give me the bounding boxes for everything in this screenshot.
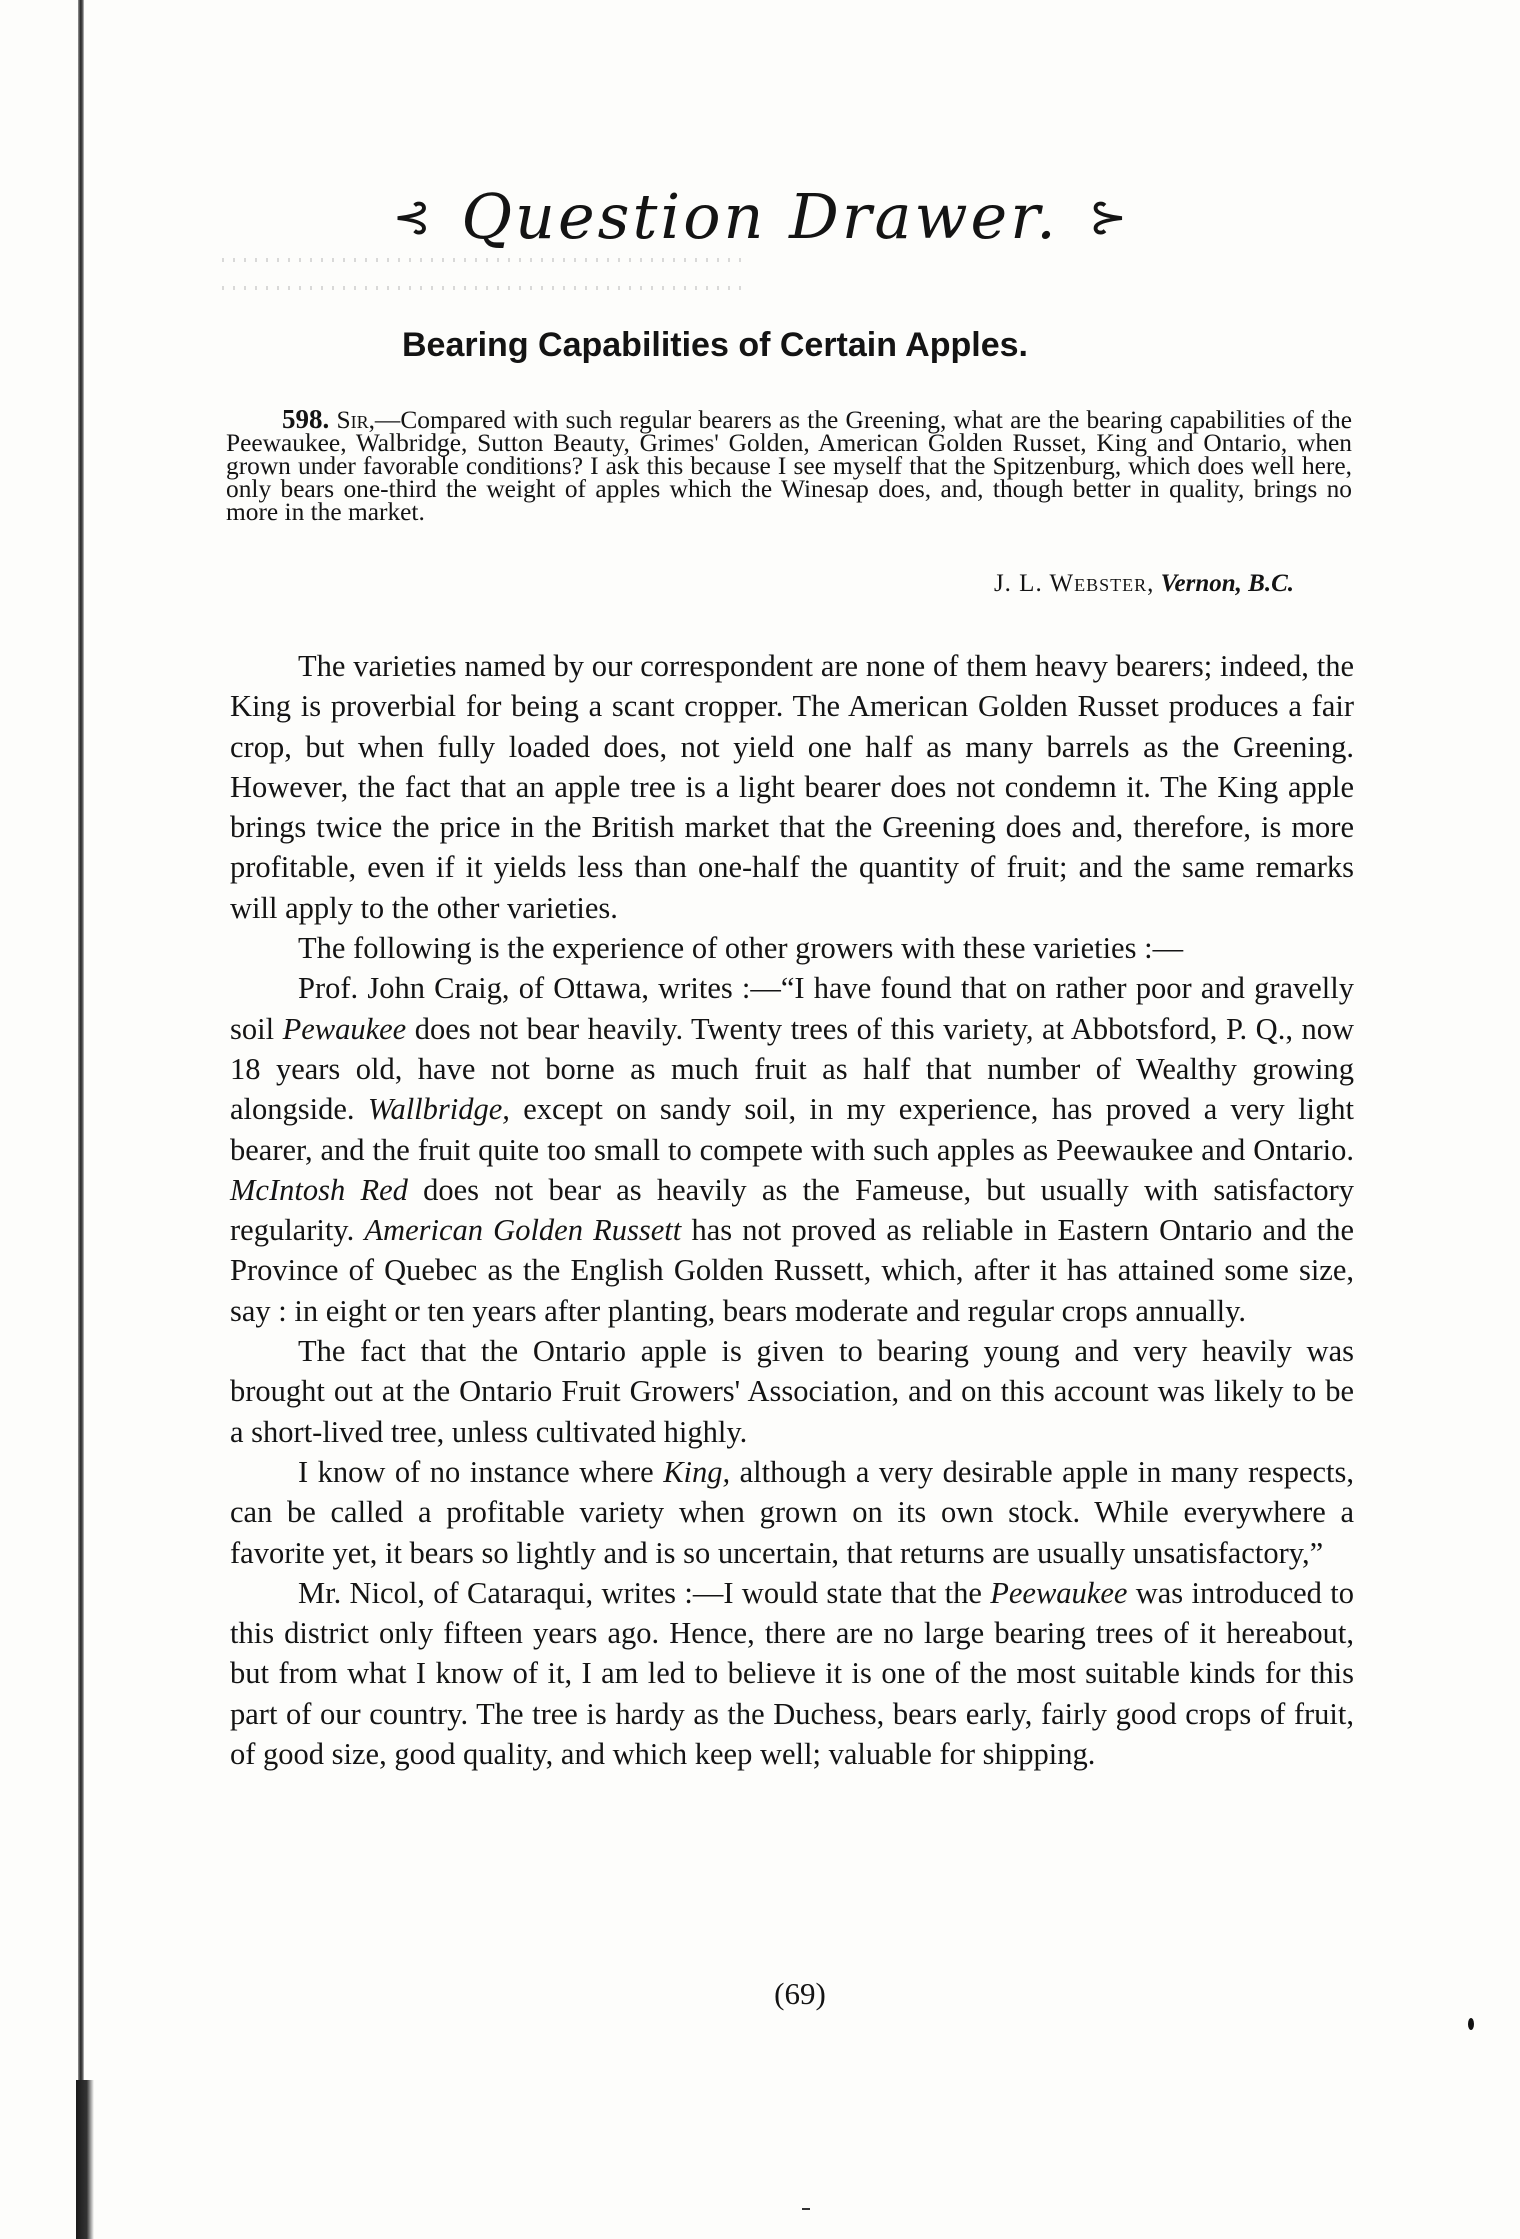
text-run: except on sandy soil, in my experience, has proved a very light bearer, and the fruit quite too small to compete with such apples as Peewaukee and Ontario. [230, 1092, 1354, 1167]
question-number: 598. [282, 404, 330, 434]
text-run: does not bear as heavily as the Fameuse, but usually with satisfactory regularity. [230, 1172, 1355, 1248]
text-run: has not proved as reliable in Eastern Ontario and the Province of Quebec as the English Golden Russett, which, after it has attained some size, say : in eight or ten years after planting, bears moderate and regular crops annually. [230, 1213, 1354, 1328]
paragraph [230, 1452, 1354, 1573]
text-run: was introduced to this district only fifteen years ago. Hence, there are no large bearing trees of it hereabout, but from what I know of it, I am led to believe it is one of the most suitable kinds for this part of our country. The tree is hardy as the Duchess, bears early, fairly good crops of fruit, of good size, good quality, and which keep well; valuable for shipping. [230, 1575, 1354, 1772]
text-run: I know of no instance where [298, 1454, 664, 1489]
question-text: —Compared with such regular bearers as the Greening, what are the bearing capabilities of the Peewaukee, Walbridge, Sutton Beauty, Grimes' Golden, American Golden Russet, King and Ontario, when grown under favorable conditions? I ask this because I see myself that the Spitzenburg, which does well here, only bears one-third the weight of apples which the Winesap does, and, though better in quality, brings no more in the market. [226, 406, 1352, 526]
reader-question [226, 404, 1352, 526]
page-number: (69) [774, 1976, 826, 2011]
text-run: Prof. John Craig, of Ottawa, writes :—“I have found that on rather poor and gravelly soil [230, 971, 1354, 1046]
variety-name: King, [663, 1454, 731, 1489]
ornament-right-icon: ⊱ [1088, 189, 1128, 244]
paragraph [230, 1573, 1354, 1774]
section-title: Question Drawer. [461, 180, 1059, 253]
text-run: although a very desirable apple in many respects, can be called a profitable variety when grown on its own stock. While everywhere a favorite yet, it bears so lightly and is so uncertain, that returns are usually unsatisfactory,” [230, 1454, 1354, 1570]
variety-name: Peewaukee [990, 1575, 1128, 1610]
ink-speck [1468, 2018, 1474, 2030]
paragraph: The following is the experience of other growers with these varieties :— [298, 931, 1184, 966]
variety-name: American Golden Russett [364, 1213, 682, 1248]
paragraph: The fact that the Ontario apple is given to bearing young and very heavily was brought out at the Ontario Fruit Growers' Association, and on this account was likely to be a short-lived tree, unless cultivated highly. [230, 1334, 1354, 1449]
text-run: does not bear heavily. Twenty trees of this variety, at Abbotsford, P. Q., now 18 years old, have not borne as much fruit as half that number of Wealthy growing alongside. [230, 1011, 1354, 1127]
question-salutation: Sir, [336, 406, 375, 434]
article-heading: Bearing Capabilities of Certain Apples. [402, 326, 1028, 364]
variety-name: Wallbridge, [367, 1092, 510, 1127]
variety-name: McIntosh Red [230, 1172, 408, 1207]
paragraph [230, 968, 1354, 1331]
section-header [0, 180, 1520, 270]
paragraph: The varieties named by our correspondent are none of them heavy bearers; indeed, the King is proverbial for being a scant cropper. The American Golden Russet produces a fair crop, but when fully loaded does, not yield one half as many barrels as the Greening. However, the fact that an apple tree is a light bearer does not condemn it. The King apple brings twice the price in the British market that the Greening does and, therefore, is more profitable, even if it yields less than one-half the quantity of fruit; and the same remarks will apply to the other varieties. [230, 649, 1354, 925]
ornament-left-icon: ⊰ [392, 189, 432, 244]
signature-place: Vernon, B.C. [1160, 570, 1294, 597]
variety-name: Pewaukee [282, 1011, 407, 1046]
signature-name: J. L. Webster, [993, 570, 1155, 597]
ink-speck [802, 2208, 810, 2210]
bleed-through-noise [222, 258, 742, 318]
answer-body [230, 646, 1354, 1774]
book-spine-shadow-bottom [76, 2080, 94, 2239]
text-run: Mr. Nicol, of Cataraqui, writes :—I would state that the [298, 1575, 991, 1610]
question-signature [0, 570, 1294, 598]
